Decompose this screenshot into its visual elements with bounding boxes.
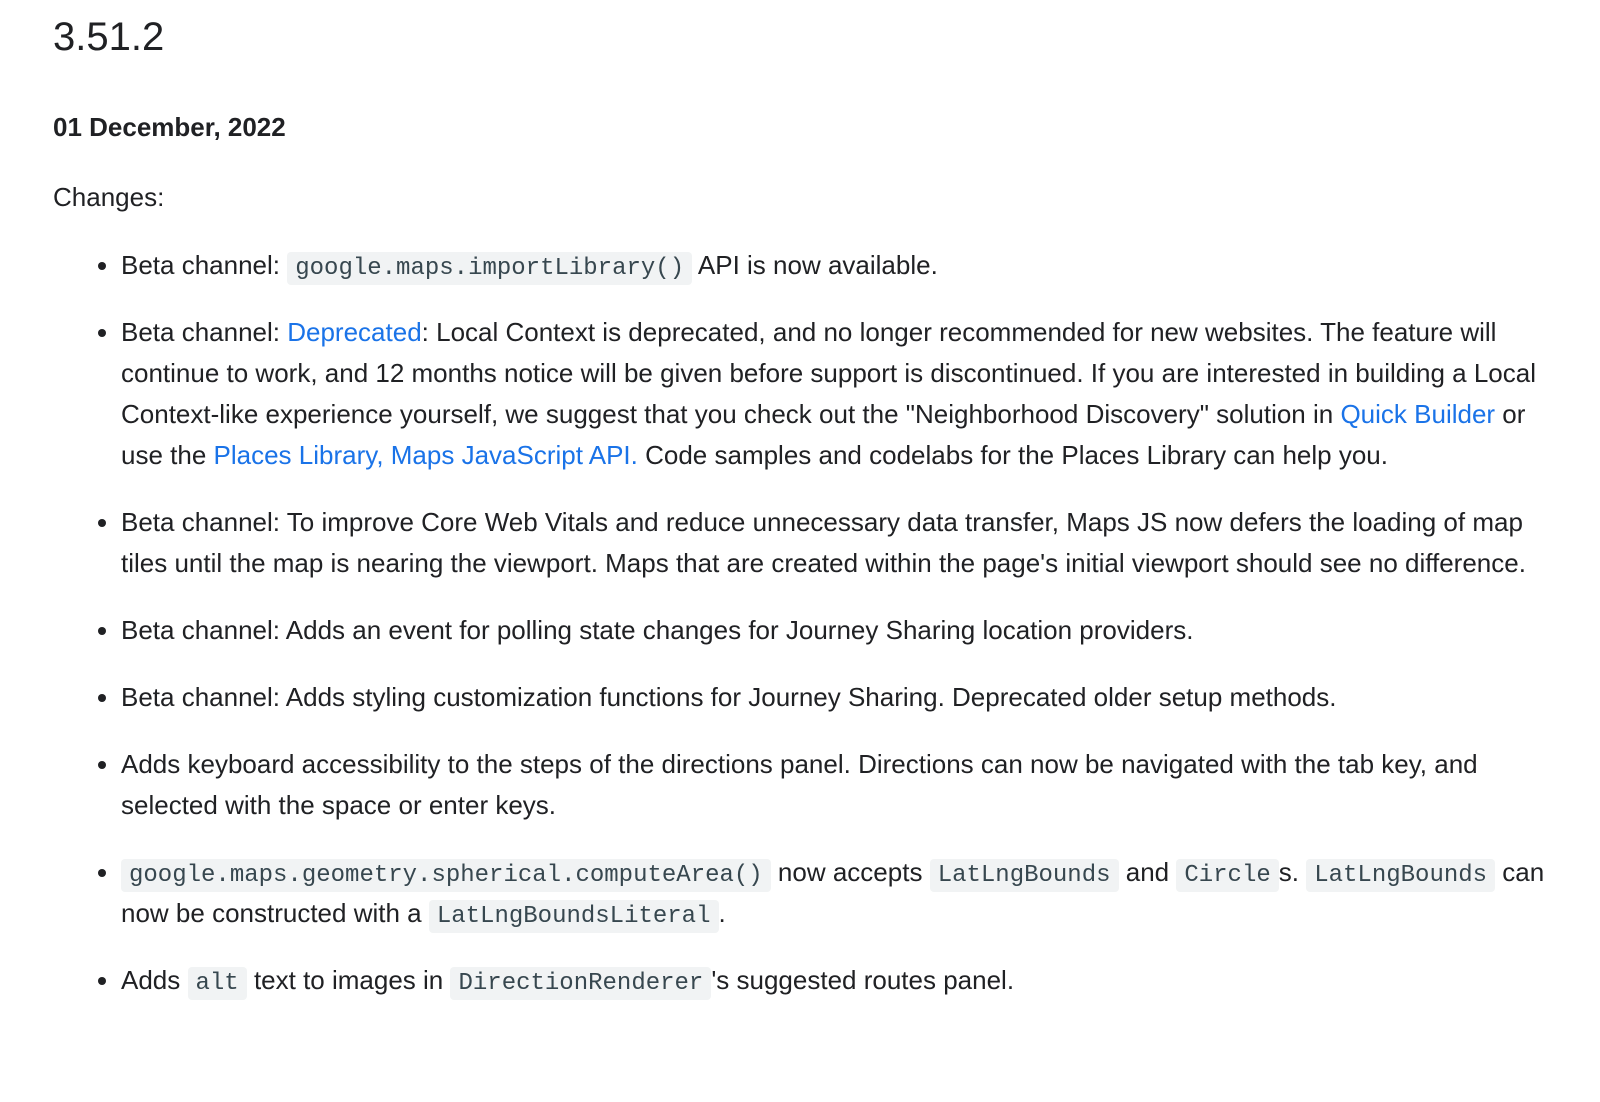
version-heading: 3.51.2 xyxy=(53,15,165,59)
change-text: text to images in xyxy=(246,965,451,995)
inline-code: alt xyxy=(188,967,247,1000)
release-date-heading: 01 December, 2022 xyxy=(53,112,286,142)
change-text: now accepts xyxy=(770,857,930,887)
change-text: . xyxy=(718,898,726,928)
changes-label: Changes: xyxy=(53,182,165,212)
change-item xyxy=(121,960,1551,1001)
change-text: Beta channel: Adds an event for polling state changes for Journey Sharing location providers. xyxy=(121,615,1194,645)
change-text: Adds keyboard accessibility to the steps of the directions panel. Directions can now be navigated with the tab key, and selected with the space or enter keys. xyxy=(121,749,1478,820)
change-item xyxy=(121,245,1551,286)
inline-code: DirectionRenderer xyxy=(450,967,711,1000)
inline-code: LatLngBounds xyxy=(930,859,1119,892)
change-item xyxy=(121,744,1551,826)
change-item xyxy=(121,502,1551,584)
change-item xyxy=(121,312,1551,476)
inline-link[interactable]: Quick Builder xyxy=(1340,399,1496,429)
change-text: can now be constructed with a xyxy=(121,857,1545,928)
inline-code: LatLngBoundsLiteral xyxy=(429,900,719,933)
change-text: and xyxy=(1118,857,1177,887)
inline-code: google.maps.geometry.spherical.computeArea() xyxy=(121,859,771,892)
change-text: Beta channel: To improve Core Web Vitals and reduce unnecessary data transfer, Maps JS now defers the loading of map tiles until the map is nearing the viewport. Maps that are created within the page's initial viewport should see no difference. xyxy=(121,507,1526,578)
change-item xyxy=(121,677,1551,718)
inline-code: Circle xyxy=(1176,859,1278,892)
inline-code: LatLngBounds xyxy=(1306,859,1495,892)
change-text: Beta channel: xyxy=(121,317,288,347)
release-notes-page xyxy=(0,14,1600,1021)
change-text: Beta channel: xyxy=(121,250,288,280)
inline-link[interactable]: Deprecated xyxy=(287,317,422,347)
change-text: Beta channel: Adds styling customization functions for Journey Sharing. Deprecated older setup methods. xyxy=(121,682,1337,712)
inline-code: google.maps.importLibrary() xyxy=(287,252,692,285)
change-text: or use the xyxy=(121,399,1526,470)
inline-link[interactable]: Places Library, Maps JavaScript API. xyxy=(213,440,638,470)
change-text: Adds xyxy=(121,965,188,995)
change-text: Code samples and codelabs for the Places Library can help you. xyxy=(637,440,1388,470)
change-text: API is now available. xyxy=(692,250,938,280)
changes-list xyxy=(53,245,1560,1001)
change-text: 's suggested routes panel. xyxy=(711,965,1015,995)
change-text: : Local Context is deprecated, and no longer recommended for new websites. The feature will continue to work, and 12 months notice will be given before support is discontinued. If you are interested in building a Local Context-like experience yourself, we suggest that you check out the "Neighborhood Discovery" solution in xyxy=(121,317,1536,429)
change-item xyxy=(121,610,1551,651)
change-item xyxy=(121,852,1551,934)
change-text: s. xyxy=(1278,857,1307,887)
